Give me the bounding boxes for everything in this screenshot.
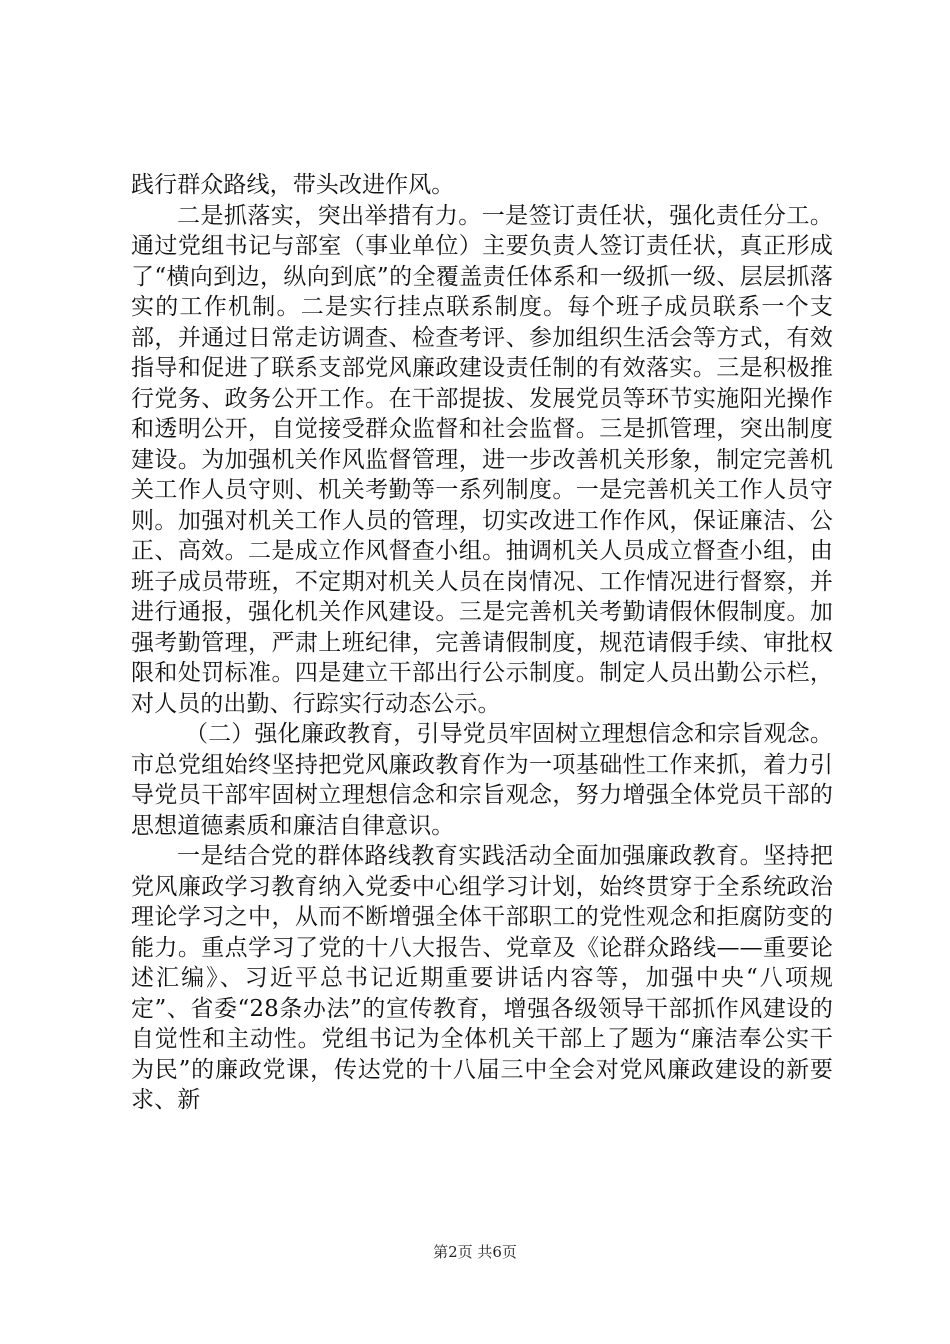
paragraph-education-detail: 一是结合党的群体路线教育实践活动全面加强廉政教育。坚持把党风廉政学习教育纳入党委中心组学习计划，始终贯穿于全系统政治理论学习之中，从而不断增强全体干部职工的党性观念和拒腐防变的能力。重点学习了党的十八大报告、党章及《论群众路线——重要论述汇编》、习近平总书记近期重要讲话内容等，加强中央“八项规定”、省委“28条办法”的宣传教育，增强各级领导干部抓作风建设的自觉性和主动性。党组书记为全体机关干部上了题为“廉洁奉公实干为民”的廉政党课，传达党的十八届三中全会对党风廉政建设的新要求、新 [131, 843, 833, 1113]
paragraph-education-heading: （二）强化廉政教育，引导党员牢固树立理想信念和宗旨观念。市总党组始终坚持把党风廉政教育作为一项基础性工作来抓，着力引导党员干部牢固树立理想信念和宗旨观念，努力增强全体党员干部的思想道德素质和廉洁自律意识。 [131, 721, 833, 839]
paragraph-implementation: 二是抓落实，突出举措有力。一是签订责任状，强化责任分工。通过党组书记与部室（事业单位）主要负责人签订责任状，真正形成了“横向到边，纵向到底”的全覆盖责任体系和一级抓一级、层层抓落实的工作机制。二是实行挂点联系制度。每个班子成员联系一个支部，并通过日常走访调查、检查考评、参加组织生活会等方式，有效指导和促进了联系支部党风廉政建设责任制的有效落实。三是积极推行党务、政务公开工作。在干部提拔、发展党员等环节实施阳光操作和透明公开，自觉接受群众监督和社会监督。三是抓管理，突出制度建设。为加强机关作风监督管理，进一步改善机关形象，制定完善机关工作人员守则、机关考勤等一系列制度。一是完善机关工作人员守则。加强对机关工作人员的管理，切实改进工作作风，保证廉洁、公正、高效。二是成立作风督查小组。抽调机关人员成立督查小组，由班子成员带班，不定期对机关人员在岗情况、工作情况进行督察，并进行通报，强化机关作风建设。三是完善机关考勤请假休假制度。加强考勤管理，严肃上班纪律，完善请假制度，规范请假手续、审批权限和处罚标准。四是建立干部出行公示制度。制定人员出勤公示栏，对人员的出勤、行踪实行动态公示。 [131, 202, 833, 717]
document-body [131, 170, 833, 1116]
paragraph-continuation: 践行群众路线，带头改进作风。 [131, 172, 455, 198]
page-footer: 第2页 共6页 [433, 1243, 517, 1261]
